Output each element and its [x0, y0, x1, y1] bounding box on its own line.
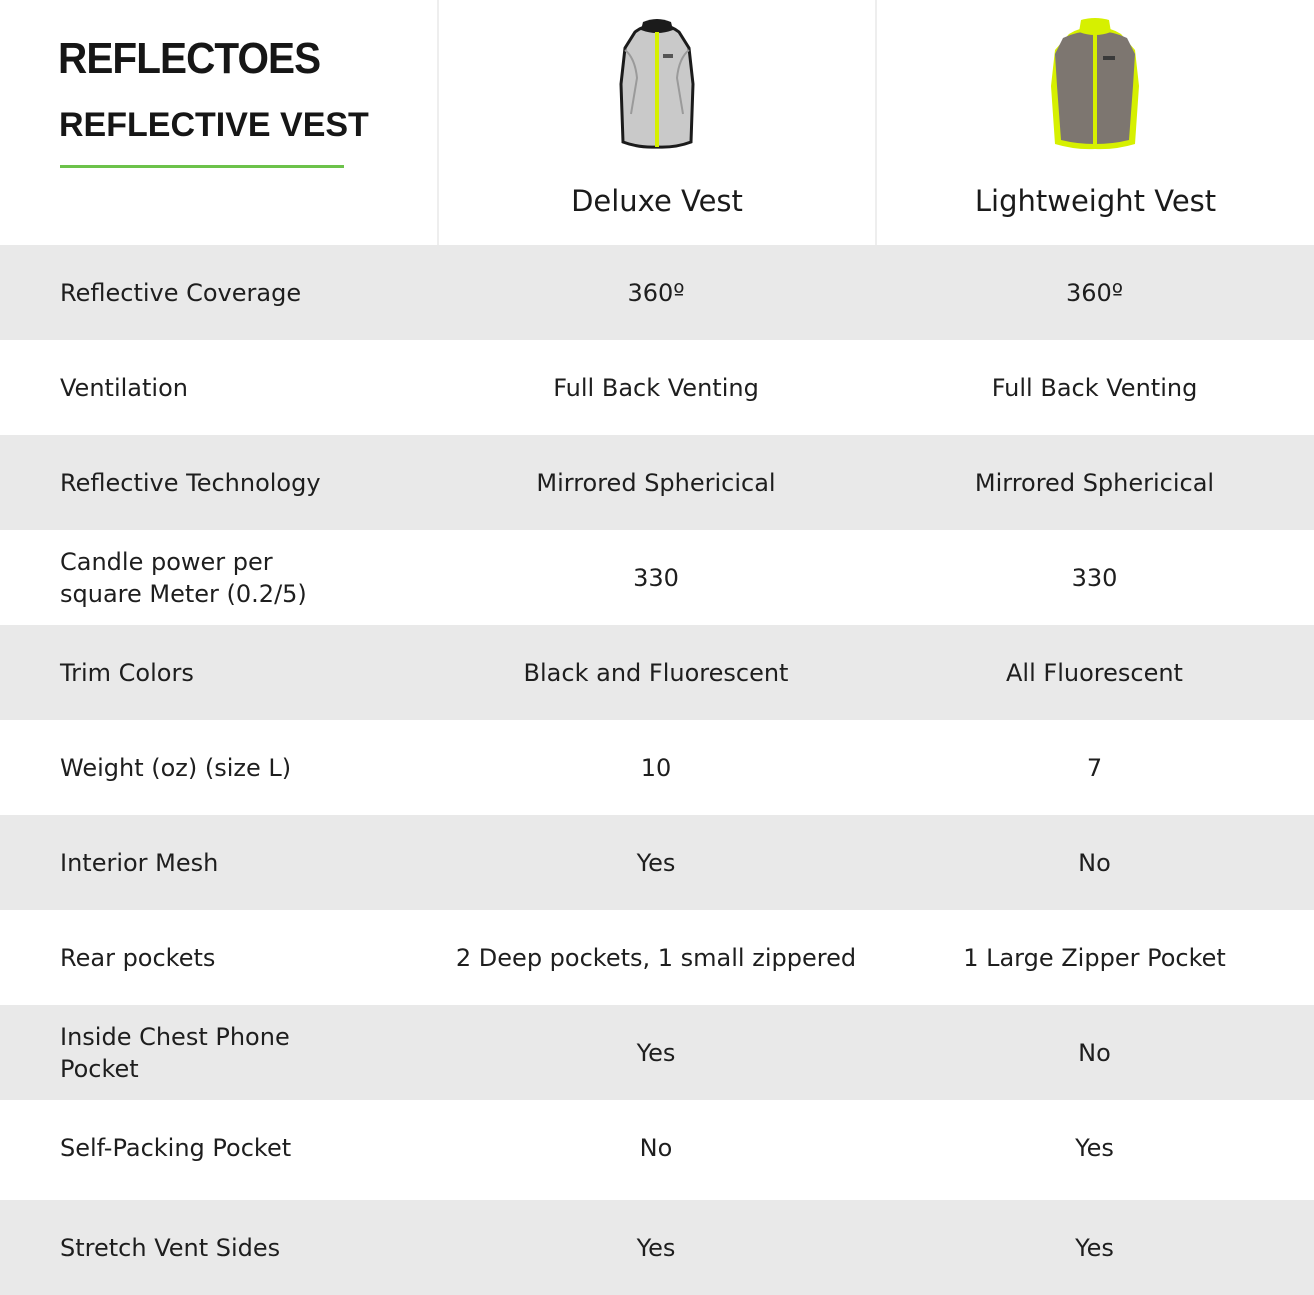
table-row — [0, 625, 1314, 720]
table-row — [0, 340, 1314, 435]
value-lightweight: 7 — [1086, 753, 1103, 782]
product-name-lightweight: Lightweight Vest — [974, 184, 1217, 218]
row-label — [0, 546, 437, 610]
row-label-line: Trim Colors — [60, 658, 194, 687]
row-label-line: Pocket — [60, 1054, 139, 1083]
row-label-line: Weight (oz) (size L) — [60, 753, 292, 782]
table-row — [0, 720, 1314, 815]
value-lightweight: 330 — [1071, 563, 1118, 592]
value-lightweight: 360º — [1065, 278, 1124, 307]
row-label — [0, 752, 437, 784]
value-lightweight: All Fluorescent — [1006, 658, 1183, 687]
row-label — [0, 657, 437, 689]
row-label-line: Inside Chest Phone — [60, 1022, 290, 1051]
row-label — [0, 277, 437, 309]
product-name-deluxe: Deluxe Vest — [571, 184, 743, 218]
value-deluxe: 10 — [640, 753, 672, 782]
gray-vest-fluorescent-trim-icon — [1049, 14, 1141, 154]
product-column-deluxe — [439, 0, 875, 245]
title-underline — [60, 165, 344, 168]
row-label-line: square Meter (0.2/5) — [60, 579, 307, 608]
value-deluxe: Mirrored Sphericical — [536, 468, 776, 497]
row-label-line: Interior Mesh — [60, 848, 219, 877]
value-lightweight: Mirrored Sphericical — [974, 468, 1215, 497]
table-row — [0, 1200, 1314, 1295]
row-label-line: Reflective Coverage — [60, 278, 302, 307]
value-deluxe: Yes — [636, 848, 676, 877]
table-header — [0, 0, 1314, 245]
value-deluxe: 330 — [633, 563, 679, 592]
row-label-line: Stretch Vent Sides — [60, 1233, 281, 1262]
product-column-lightweight — [877, 0, 1314, 245]
table-row — [0, 245, 1314, 340]
row-label-line: Reflective Technology — [60, 468, 321, 497]
value-lightweight: Yes — [1075, 1133, 1114, 1162]
value-deluxe: Yes — [636, 1038, 676, 1067]
row-label — [0, 467, 437, 499]
row-label-line: Ventilation — [60, 373, 188, 402]
table-row — [0, 815, 1314, 910]
value-deluxe: Black and Fluorescent — [523, 658, 789, 687]
page-title: REFLECTIVE VEST — [59, 106, 369, 144]
value-deluxe: Yes — [636, 1233, 676, 1262]
row-label-line: Rear pockets — [60, 943, 216, 972]
value-lightweight: 1 Large Zipper Pocket — [963, 943, 1226, 972]
row-label-line: Candle power per — [60, 547, 273, 576]
row-label — [0, 942, 437, 974]
row-label — [0, 1132, 437, 1164]
gray-vest-black-trim-icon — [617, 14, 697, 154]
row-label-line: Self-Packing Pocket — [60, 1133, 292, 1162]
value-deluxe: No — [639, 1133, 673, 1162]
value-lightweight: Yes — [1075, 1233, 1114, 1262]
row-label — [0, 1021, 437, 1085]
row-label — [0, 372, 437, 404]
row-label — [0, 847, 437, 879]
value-deluxe: 2 Deep pockets, 1 small zippered — [455, 943, 857, 972]
value-lightweight: No — [1078, 1038, 1111, 1067]
brand-cell — [0, 0, 437, 245]
value-lightweight: Full Back Venting — [991, 373, 1198, 402]
brand-logo: REFLECTOES — [58, 34, 321, 83]
value-lightweight: No — [1078, 848, 1111, 877]
row-label — [0, 1232, 437, 1264]
value-deluxe: 360º — [627, 278, 685, 307]
table-row — [0, 1100, 1314, 1195]
table-row — [0, 910, 1314, 1005]
table-row — [0, 530, 1314, 625]
value-deluxe: Full Back Venting — [553, 373, 759, 402]
table-row — [0, 435, 1314, 530]
table-row — [0, 1005, 1314, 1100]
